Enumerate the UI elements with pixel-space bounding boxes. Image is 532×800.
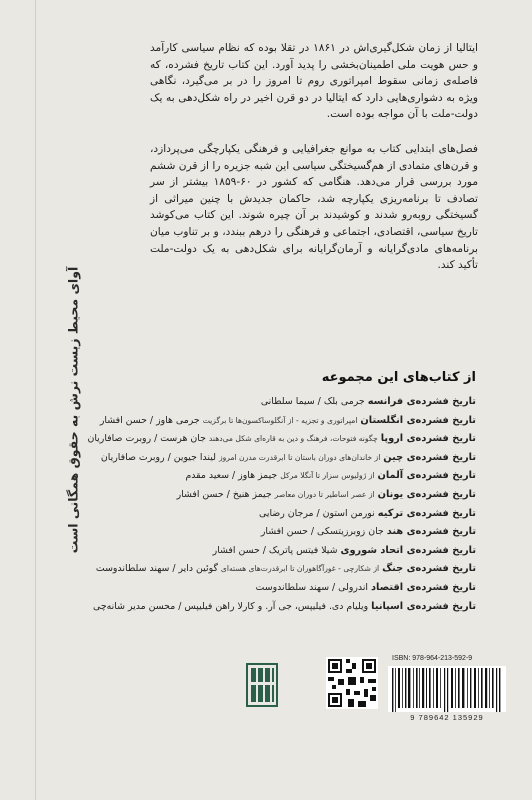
book-title: تاریخ فشرده‌ی ترکیه xyxy=(377,507,476,519)
book-title: تاریخ فشرده‌ی انگلستان xyxy=(360,414,476,426)
series-list xyxy=(87,393,476,616)
book-title: تاریخ فشرده‌ی اروپا xyxy=(380,433,476,445)
list-item xyxy=(136,523,476,542)
list-item xyxy=(136,393,476,412)
book-title: تاریخ فشرده‌ی یونان xyxy=(377,488,476,500)
blurb xyxy=(150,40,478,292)
blurb-paragraph-1: ایتالیا از زمان شکل‌گیری‌اش در ۱۸۶۱ در تقلا بوده که نظام سیاسی کارآمد و حس هویت ملی اطمینان‌بخشی را پدید آورد. این کتاب تاریخ فشرده، که فاصله‌ی زمانی سقوط امپراتوری روم تا امروز را در بر می‌گیرد، نگاهی ویژه به دشواری‌هایی دارد که ایتالیا در دو قرن اخیر در راه شکل‌دهی به یک دولت-ملت با آن مواجه بوده است. xyxy=(150,42,478,121)
list-item xyxy=(136,542,476,561)
book-authors: جان هرست / روبرت صافاریان xyxy=(87,433,206,445)
barcode-number: 9 789642 135929 xyxy=(410,713,484,722)
list-item xyxy=(136,467,476,486)
list-item xyxy=(99,412,476,431)
barcode-icon xyxy=(388,666,506,712)
book-title: تاریخ فشرده‌ی فرانسه xyxy=(367,396,476,407)
book-subtitle: از ژولیوس سزار تا آنگلا مرکل xyxy=(280,471,375,481)
book-authors: شیلا فیتس پاتریک / حسن افشار xyxy=(212,544,338,556)
list-item xyxy=(95,560,476,579)
book-authors: ویلیام دی. فیلیپس، جی آر. و کارلا راهن فیلیپس / محسن مدیر شانه‌چی xyxy=(93,600,369,612)
list-item xyxy=(87,430,476,449)
list-item xyxy=(136,505,476,524)
series-heading: از کتاب‌های این مجموعه xyxy=(321,370,476,385)
list-item xyxy=(93,598,476,617)
list-item xyxy=(136,486,476,505)
book-subtitle: از عصر اساطیر تا دوران معاصر xyxy=(274,489,375,499)
qr-code-icon xyxy=(326,657,378,709)
book-authors: لیندا جیوین / روبرت صافاریان xyxy=(100,451,216,463)
list-item xyxy=(136,579,476,598)
book-authors: جیمز هنیخ / حسن افشار xyxy=(176,488,272,500)
book-authors: جرمی هاوز / حسن افشار xyxy=(99,414,200,426)
book-authors: گوئین دایر / سهند سلطاندوست xyxy=(95,563,218,575)
book-subtitle: امپراتوری و تجزیه - از آنگلوساکسون‌ها تا برگزیت xyxy=(202,415,358,425)
book-title: تاریخ فشرده‌ی آلمان xyxy=(377,470,476,482)
book-authors: جیمز هاوز / سعید مقدم xyxy=(185,470,278,482)
book-title: تاریخ فشرده‌ی اقتصاد xyxy=(371,581,476,593)
book-title: تاریخ فشرده‌ی چین xyxy=(383,451,476,463)
book-subtitle: از خاندان‌های دوران باستان تا ابرقدرت مدرن امروز xyxy=(218,452,381,462)
book-title: تاریخ فشرده‌ی اتحاد شوروی xyxy=(340,544,476,556)
book-authors: اندرولی / سهند سلطاندوست xyxy=(255,581,369,593)
book-title: تاریخ فشرده‌ی جنگ xyxy=(382,563,476,575)
publisher-logo-icon xyxy=(245,662,279,708)
book-authors: جرمی بلک / سیما سلطانی xyxy=(260,396,365,407)
spine-divider xyxy=(35,0,36,800)
side-note-text: آوای محیط زیست نرش به حقوق همگانی است xyxy=(65,266,81,554)
list-item xyxy=(100,449,476,468)
blurb-paragraph-2: فصل‌های ابتدایی کتاب به موانع جغرافیایی و فرهنگی یکپارچگی می‌پردازد، و قرن‌های متمادی از هم‌گسیختگی سیاسی این شبه جزیره را از قرن ششم مورد بررسی قرار می‌دهد. هنگامی که کشور در ۶۰-۱۸۵۹ بیشتر از سر تصادف تا برنامه‌ریزی یکپارچه شد، حاکمان جدیدش با چنین میراثی از گسیختگی روبه‌رو شدند و کوشیدند بر آن چیره شوند. این کتاب می‌کوشد تاریخ سیاسی، اقتصادی، اجتماعی و فرهنگی را درهم ببندد، و بر تناوب میان برنامه‌های مادی‌گرایانه و آرمان‌گرایانه برای شکل‌دهی به یک دولت-ملت تأکید کند. xyxy=(150,142,478,272)
book-title: تاریخ فشرده‌ی هند xyxy=(386,526,476,538)
book-authors: نورمن استون / مرجان رضایی xyxy=(259,507,375,519)
book-title: تاریخ فشرده‌ی اسپانیا xyxy=(371,600,476,612)
isbn-label: ISBN: 978-964-213-592-9 xyxy=(392,655,473,662)
book-subtitle: چگونه فتوحات، فرهنگ و دین به قاره‌ای شکل می‌دهند xyxy=(208,434,378,444)
book-subtitle: از شکارچی - غورآگاهوران تا ابرقدرت‌های هسته‌ای xyxy=(220,564,380,574)
book-authors: جان زوبرزیتسکی / حسن افشار xyxy=(260,526,384,538)
